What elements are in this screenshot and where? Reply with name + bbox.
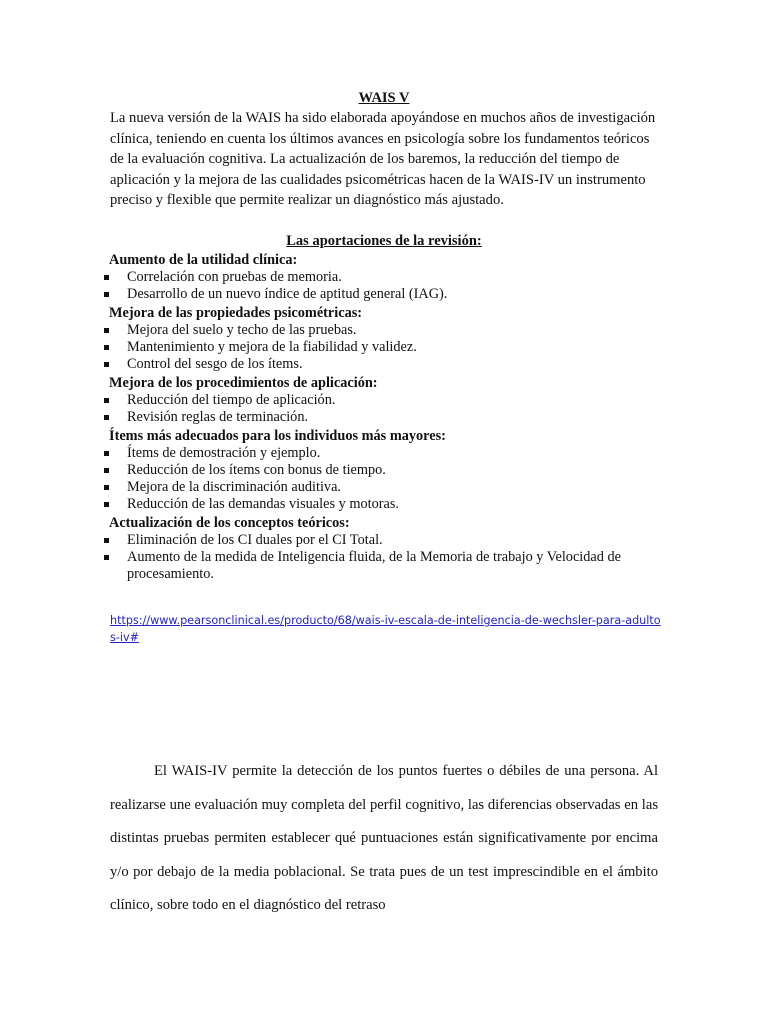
section-heading: Ítems más adecuados para los individuos más mayores:: [109, 428, 446, 444]
bullet-item: [104, 445, 664, 462]
bullet-item: [104, 356, 664, 373]
section-bullet-list: [104, 445, 664, 513]
contributions-title: Las aportaciones de la revisión:: [286, 233, 482, 249]
square-bullet-icon: [104, 468, 109, 473]
contributions-list: [104, 252, 664, 583]
bullet-item: [104, 462, 664, 479]
source-link[interactable]: https://www.pearsonclinical.es/producto/68/wais-iv-escala-de-inteligencia-de-wechsler-para-adultos-iv#: [110, 614, 661, 644]
document-title: WAIS V: [358, 90, 410, 106]
bullet-text: Reducción de los ítems con bonus de tiempo.: [127, 462, 386, 478]
bullet-text: Mantenimiento y mejora de la fiabilidad y validez.: [127, 339, 417, 355]
intro-paragraph: La nueva versión de la WAIS ha sido elaborada apoyándose en muchos años de investigación clínica, teniendo en cuenta los últimos avances en psicología sobre los fundamentos teóricos de la evaluación cognitiva. La actualización de los baremos, la reducción del tiempo de aplicación y la mejora de las cualidades psicométricas hacen de la WAIS-IV un instrumento preciso y flexible que permite realizar un diagnóstico más ajustado.: [110, 110, 656, 209]
bullet-text: Mejora del suelo y techo de las pruebas.: [127, 322, 357, 338]
section-heading: Actualización de los conceptos teóricos:: [109, 515, 350, 531]
section-heading: Aumento de la utilidad clínica:: [109, 252, 298, 268]
square-bullet-icon: [104, 398, 109, 403]
bullet-text: Ítems de demostración y ejemplo.: [127, 445, 321, 461]
square-bullet-icon: [104, 275, 109, 280]
bullet-text: Reducción de las demandas visuales y motoras.: [127, 496, 399, 512]
bullet-text: Eliminación de los CI duales por el CI Total.: [127, 532, 383, 548]
body-paragraph: El WAIS-IV permite la detección de los puntos fuertes o débiles de una persona. Al realizarse une evaluación muy completa del perfil cognitivo, las diferencias observadas en las distintas pruebas permiten establecer qué puntuaciones están significativamente por encima y/o por debajo de la media poblacional. Se trata pues de un test imprescindible en el ámbito clínico, sobre todo en el diagnóstico del retraso: [110, 763, 658, 913]
square-bullet-icon: [104, 292, 109, 297]
bullet-text: Mejora de la discriminación auditiva.: [127, 479, 341, 495]
section-bullet-list: [104, 269, 664, 303]
bullet-item: [104, 479, 664, 496]
bullet-text: Control del sesgo de los ítems.: [127, 356, 303, 372]
section-heading: Mejora de las propiedades psicométricas:: [109, 305, 363, 321]
bullet-item: [104, 339, 664, 356]
bullet-text: Desarrollo de un nuevo índice de aptitud general (IAG).: [127, 286, 448, 302]
square-bullet-icon: [104, 345, 109, 350]
bullet-item: [104, 409, 664, 426]
bullet-item: [104, 392, 664, 409]
square-bullet-icon: [104, 555, 109, 560]
bullet-item: [104, 286, 664, 303]
square-bullet-icon: [104, 538, 109, 543]
bullet-text: Revisión reglas de terminación.: [127, 409, 309, 425]
square-bullet-icon: [104, 328, 109, 333]
section-bullet-list: [104, 532, 664, 583]
square-bullet-icon: [104, 485, 109, 490]
square-bullet-icon: [104, 415, 109, 420]
section-heading: Mejora de los procedimientos de aplicación:: [109, 375, 378, 391]
bullet-item: [104, 496, 664, 513]
square-bullet-icon: [104, 451, 109, 456]
section-bullet-list: [104, 322, 664, 373]
bullet-item: [104, 549, 664, 583]
section-bullet-list: [104, 392, 664, 426]
bullet-text: Aumento de la medida de Inteligencia fluida, de la Memoria de trabajo y Velocidad de procesamiento.: [127, 549, 621, 582]
bullet-item: [104, 269, 664, 286]
square-bullet-icon: [104, 362, 109, 367]
bullet-text: Correlación con pruebas de memoria.: [127, 269, 342, 285]
square-bullet-icon: [104, 502, 109, 507]
bullet-text: Reducción del tiempo de aplicación.: [127, 392, 336, 408]
bullet-item: [104, 532, 664, 549]
bullet-item: [104, 322, 664, 339]
